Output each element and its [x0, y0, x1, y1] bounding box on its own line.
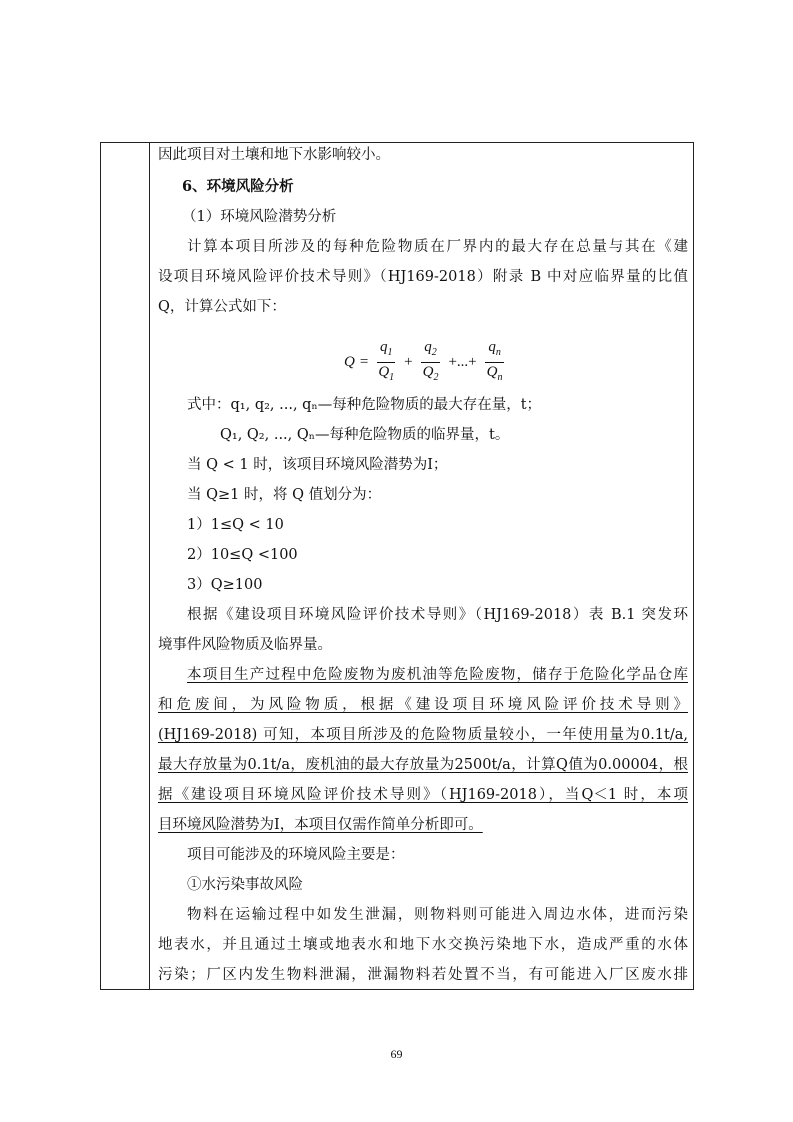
- underlined-line: 目环境风险潜势为I，本项目仅需作简单分析即可。: [158, 817, 483, 833]
- text-line: 地表水，并且通过土壤或地表水和地下水交换污染地下水，造成严重的水体: [158, 937, 688, 953]
- text-line: 当 Q < 1 时，该项目环境风险潜势为I；: [187, 457, 448, 473]
- page-number: 69: [390, 1047, 403, 1061]
- text-line: 物料在运输过程中如发生泄漏，则物料则可能进入周边水体，进而污染: [187, 907, 688, 923]
- text-line: 境事件风险物质及临界量。: [158, 637, 332, 653]
- formula-lhs: Q: [344, 354, 355, 370]
- text-line: 当 Q≥1 时，将 Q 值划分为：: [187, 487, 382, 503]
- text-line: Q，计算公式如下：: [158, 299, 286, 315]
- subsection-heading: （1）环境风险潜势分析: [182, 209, 337, 225]
- formula-term-2: $\frac{q_2}{Q_2}$: [422, 339, 439, 383]
- underlined-line: (HJ169-2018) 可知，本项目所涉及的危险物质量较小，一年使用量为0.1t/a,: [158, 727, 688, 743]
- underlined-line: 据《建设项目环境风险评价技术导则》（HJ169-2018），当Q＜1 时，本项: [158, 787, 688, 803]
- text-line: 项目可能涉及的环境风险主要是：: [187, 847, 405, 863]
- formula-legend-Q: Q₁, Q₂, ..., Qₙ—每种危险物质的临界量，t。: [220, 427, 510, 443]
- text-line: 设项目环境风险评价技术导则》（HJ169-2018）附录 B 中对应临界量的比值: [158, 269, 688, 285]
- section-heading: 6、环境风险分析: [182, 178, 294, 195]
- formula-plus: +: [404, 354, 413, 370]
- content-table-cell: [100, 142, 694, 990]
- risk-item-heading: ①水污染事故风险: [187, 877, 303, 893]
- formula-legend-q: 式中：q₁, q₂, ..., qₙ—每种危险物质的最大存在量，t；: [187, 397, 542, 413]
- formula-ellipsis: +...+: [448, 354, 477, 370]
- text-line: 计算本项目所涉及的每种危险物质在厂界内的最大存在总量与其在《建: [187, 239, 688, 255]
- text-line: 根据《建设项目环境风险评价技术导则》（HJ169-2018）表 B.1 突发环: [187, 607, 689, 623]
- range-item-2: 2）10≤Q <100: [187, 547, 298, 563]
- range-item-1: 1）1≤Q < 10: [187, 517, 284, 533]
- text-line: 污染；厂区内发生物料泄漏，泄漏物料若处置不当，有可能进入厂区废水排: [158, 967, 688, 983]
- underlined-line: 最大存放量为0.1t/a，废机油的最大存放量为2500t/a，计算Q值为0.00004，根: [158, 757, 688, 773]
- underlined-line: 和危废间，为风险物质，根据《建设项目环境风险评价技术导则》: [158, 697, 688, 713]
- range-item-3: 3）Q≥100: [187, 577, 263, 593]
- formula-equals: =: [359, 354, 369, 370]
- underlined-line: 本项目生产过程中危险废物为废机油等危险废物，储存于危险化学品仓库: [187, 667, 688, 683]
- formula-term-n: $\frac{q_n}{Q_n}$: [486, 339, 503, 383]
- text-line: 因此项目对土壤和地下水影响较小。: [158, 147, 390, 163]
- q-formula: [344, 339, 507, 386]
- column-divider: [149, 143, 150, 989]
- formula-term-1: $\frac{q_1}{Q_1}$: [378, 339, 395, 383]
